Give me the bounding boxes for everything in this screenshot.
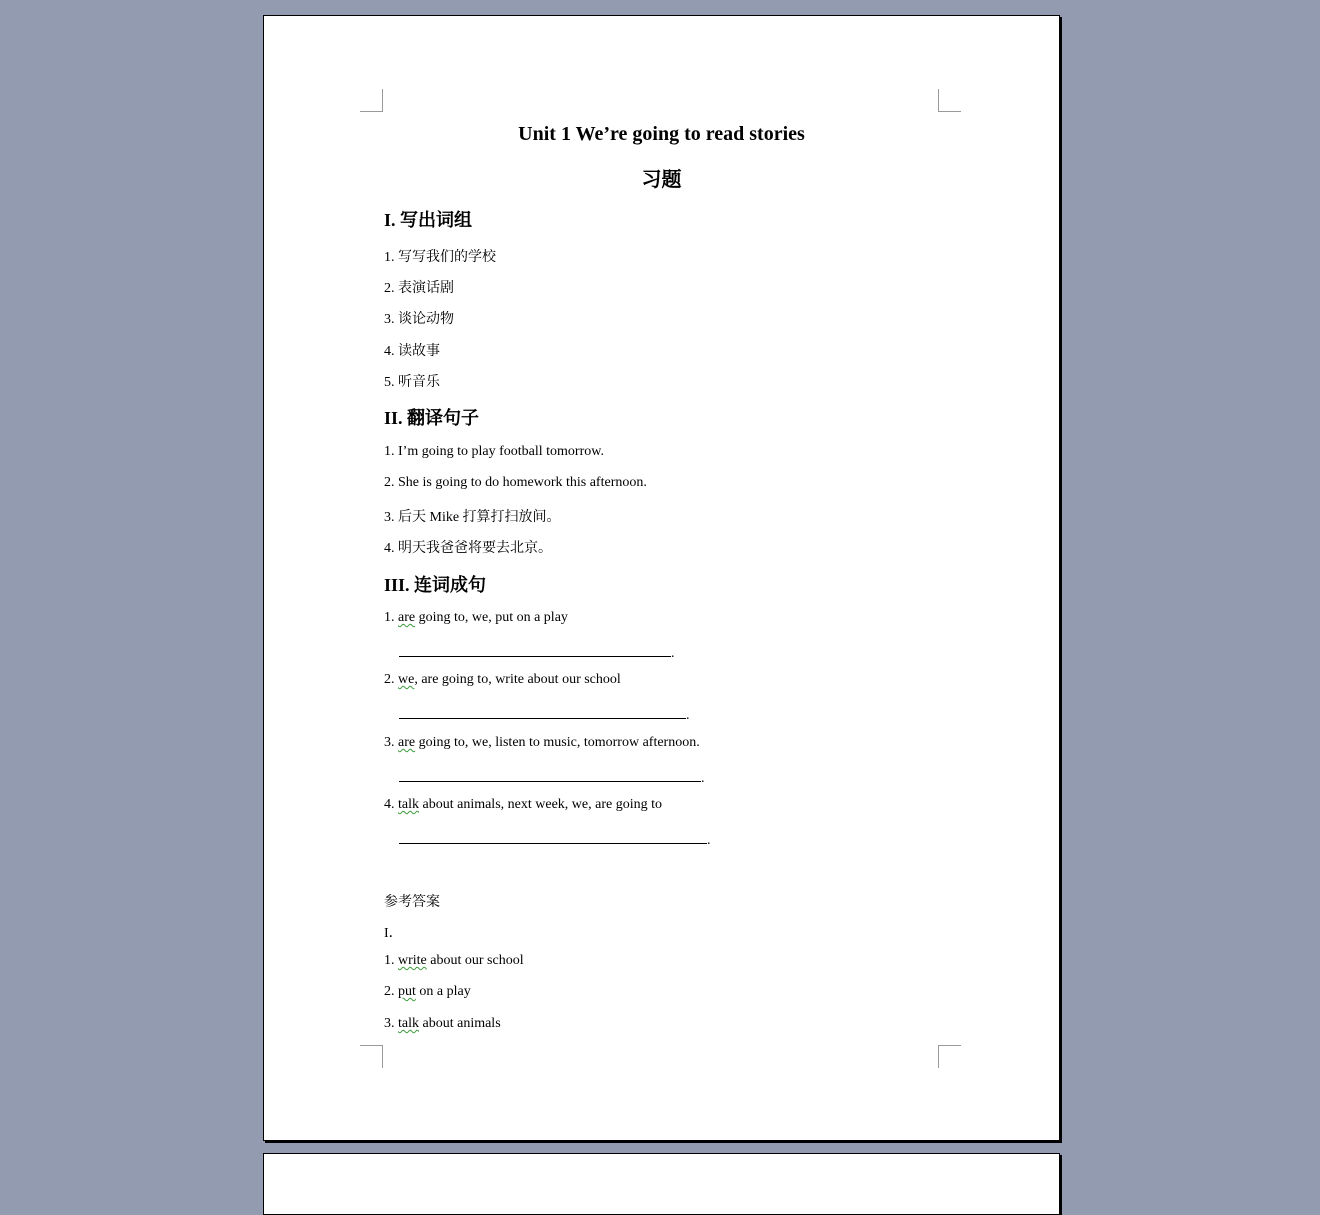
blank-underline [399, 642, 671, 657]
item-text: about animals, next week, we, are going to [419, 797, 662, 812]
list-item: 5. 听音乐 [384, 375, 440, 390]
answers-section: I． [384, 926, 403, 941]
section-heading: II. 翻译句子 [384, 408, 480, 428]
spellcheck-marked-word: talk [398, 1016, 419, 1031]
list-item [384, 1016, 501, 1032]
list-item: 2. 表演话剧 [384, 281, 454, 296]
item-number: 4. [384, 797, 398, 812]
spellcheck-marked-word: talk [398, 797, 419, 812]
document-title [264, 123, 1059, 146]
margin-corner-top-left [360, 89, 383, 112]
list-item: 4. 读故事 [384, 344, 440, 359]
list-item: 1. I’m going to play football tomorrow. [384, 444, 604, 459]
list-item: 3. 谈论动物 [384, 312, 454, 327]
margin-corner-top-right [938, 89, 961, 112]
spellcheck-marked-word: we [398, 672, 415, 687]
answer-blank-line [399, 704, 690, 724]
blank-underline [399, 829, 707, 844]
blank-period: . [701, 771, 705, 786]
list-item: 1. 写写我们的学校 [384, 250, 496, 265]
item-number: 2. [384, 984, 398, 999]
document-subtitle: 习题 [641, 169, 682, 191]
section-heading: I. 写出词组 [384, 210, 473, 230]
document-page-next [263, 1153, 1060, 1215]
blank-underline [399, 767, 701, 782]
section-heading: III. 连词成句 [384, 575, 487, 595]
list-item: 2. She is going to do homework this afternoon. [384, 475, 647, 490]
item-number: 3. [384, 735, 398, 750]
blank-period: . [707, 833, 711, 848]
item-number: 1. [384, 953, 398, 968]
item-text: on a play [415, 984, 471, 999]
item-text: about animals [419, 1016, 501, 1031]
item-number: 3. [384, 1016, 398, 1031]
margin-corner-bottom-right [938, 1045, 961, 1068]
blank-underline [399, 704, 686, 719]
list-item [384, 797, 662, 813]
list-item: 4. 明天我爸爸将要去北京。 [384, 541, 552, 556]
answer-blank-line [399, 829, 711, 849]
spellcheck-marked-word: put [398, 984, 416, 999]
list-item [384, 735, 700, 751]
item-text: about our school [426, 953, 524, 968]
item-text: going to, we, listen to music, tomorrow afternoon. [415, 735, 700, 750]
list-item [384, 672, 621, 688]
item-number: 1. [384, 610, 398, 625]
blank-period: . [686, 708, 690, 723]
list-item: 3. 后天 Mike 打算打扫放间。 [384, 510, 561, 525]
margin-corner-bottom-left [360, 1045, 383, 1068]
list-item [384, 984, 471, 1000]
item-text: going to, we, put on a play [415, 610, 568, 625]
list-item [384, 610, 568, 626]
answer-blank-line [399, 642, 675, 662]
item-text: , are going to, write about our school [414, 672, 621, 687]
document-page [263, 15, 1060, 1141]
item-number: 2. [384, 672, 398, 687]
spellcheck-marked-word: are [398, 735, 416, 750]
answers-label: 参考答案 [384, 895, 440, 910]
title-text: Unit 1 We’re going to read stories [518, 123, 805, 145]
blank-period: . [671, 646, 675, 661]
spellcheck-marked-word: are [398, 610, 416, 625]
list-item [384, 953, 524, 969]
answer-blank-line [399, 767, 705, 787]
spellcheck-marked-word: write [398, 953, 427, 968]
